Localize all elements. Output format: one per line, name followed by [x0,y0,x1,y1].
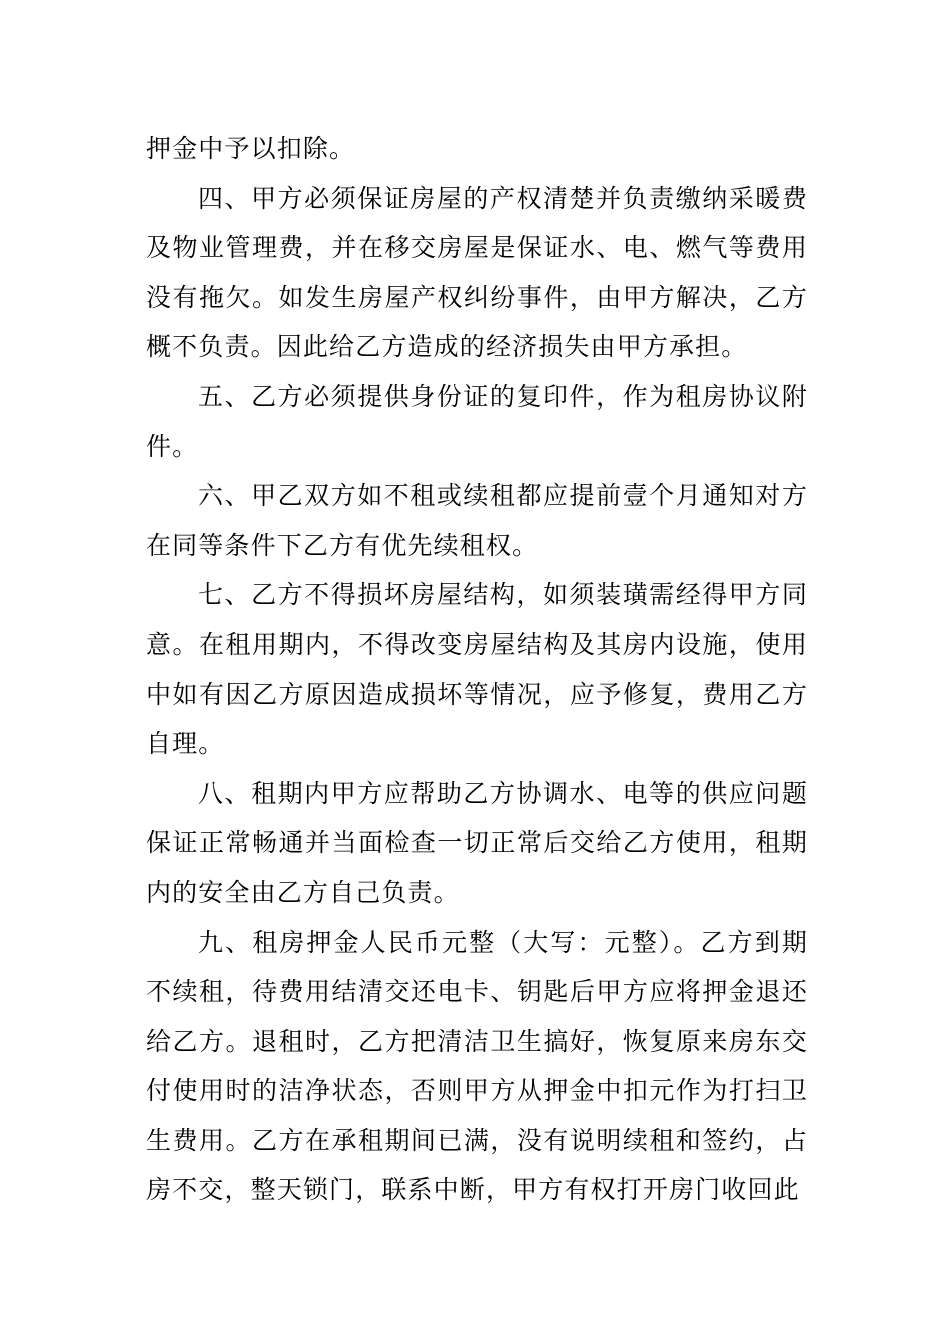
paragraph-clause-7: 七、乙方不得损坏房屋结构，如须装璜需经得甲方同意。在租用期内，不得改变房屋结构及其房内设施，使用中如有因乙方原因造成损坏等情况，应予修复，费用乙方自理。 [146,580,808,759]
paragraph-clause-5: 五、乙方必须提供身份证的复印件，作为租房协议附件。 [146,381,808,461]
paragraph-clause-4: 四、甲方必须保证房屋的产权清楚并负责缴纳采暖费及物业管理费，并在移交房屋是保证水、电、燃气等费用没有拖欠。如发生房屋产权纠纷事件，由甲方解决，乙方概不负责。因此给乙方造成的经济损失由甲方承担。 [146,183,808,362]
document-body [146,124,808,1215]
paragraph-clause-6: 六、甲乙双方如不租或续租都应提前壹个月通知对方在同等条件下乙方有优先续租权。 [146,481,808,560]
paragraph-deposit-deduction: 押金中予以扣除。 [146,134,356,163]
paragraph-clause-9: 九、租房押金人民币元整（大写：元整）。乙方到期不续租，待费用结清交还电卡、钥匙后甲方应将押金退还给乙方。退租时，乙方把清洁卫生搞好，恢复原来房东交付使用时的洁净状态，否则甲方从押金中扣元作为打扫卫生费用。乙方在承租期间已满，没有说明续租和签约，占房不交，整天锁门，联系中断，甲方有权打开房门收回此 [146,927,808,1205]
paragraph-clause-8: 八、租期内甲方应帮助乙方协调水、电等的供应问题保证正常畅通并当面检查一切正常后交给乙方使用，租期内的安全由乙方自己负责。 [146,778,808,907]
